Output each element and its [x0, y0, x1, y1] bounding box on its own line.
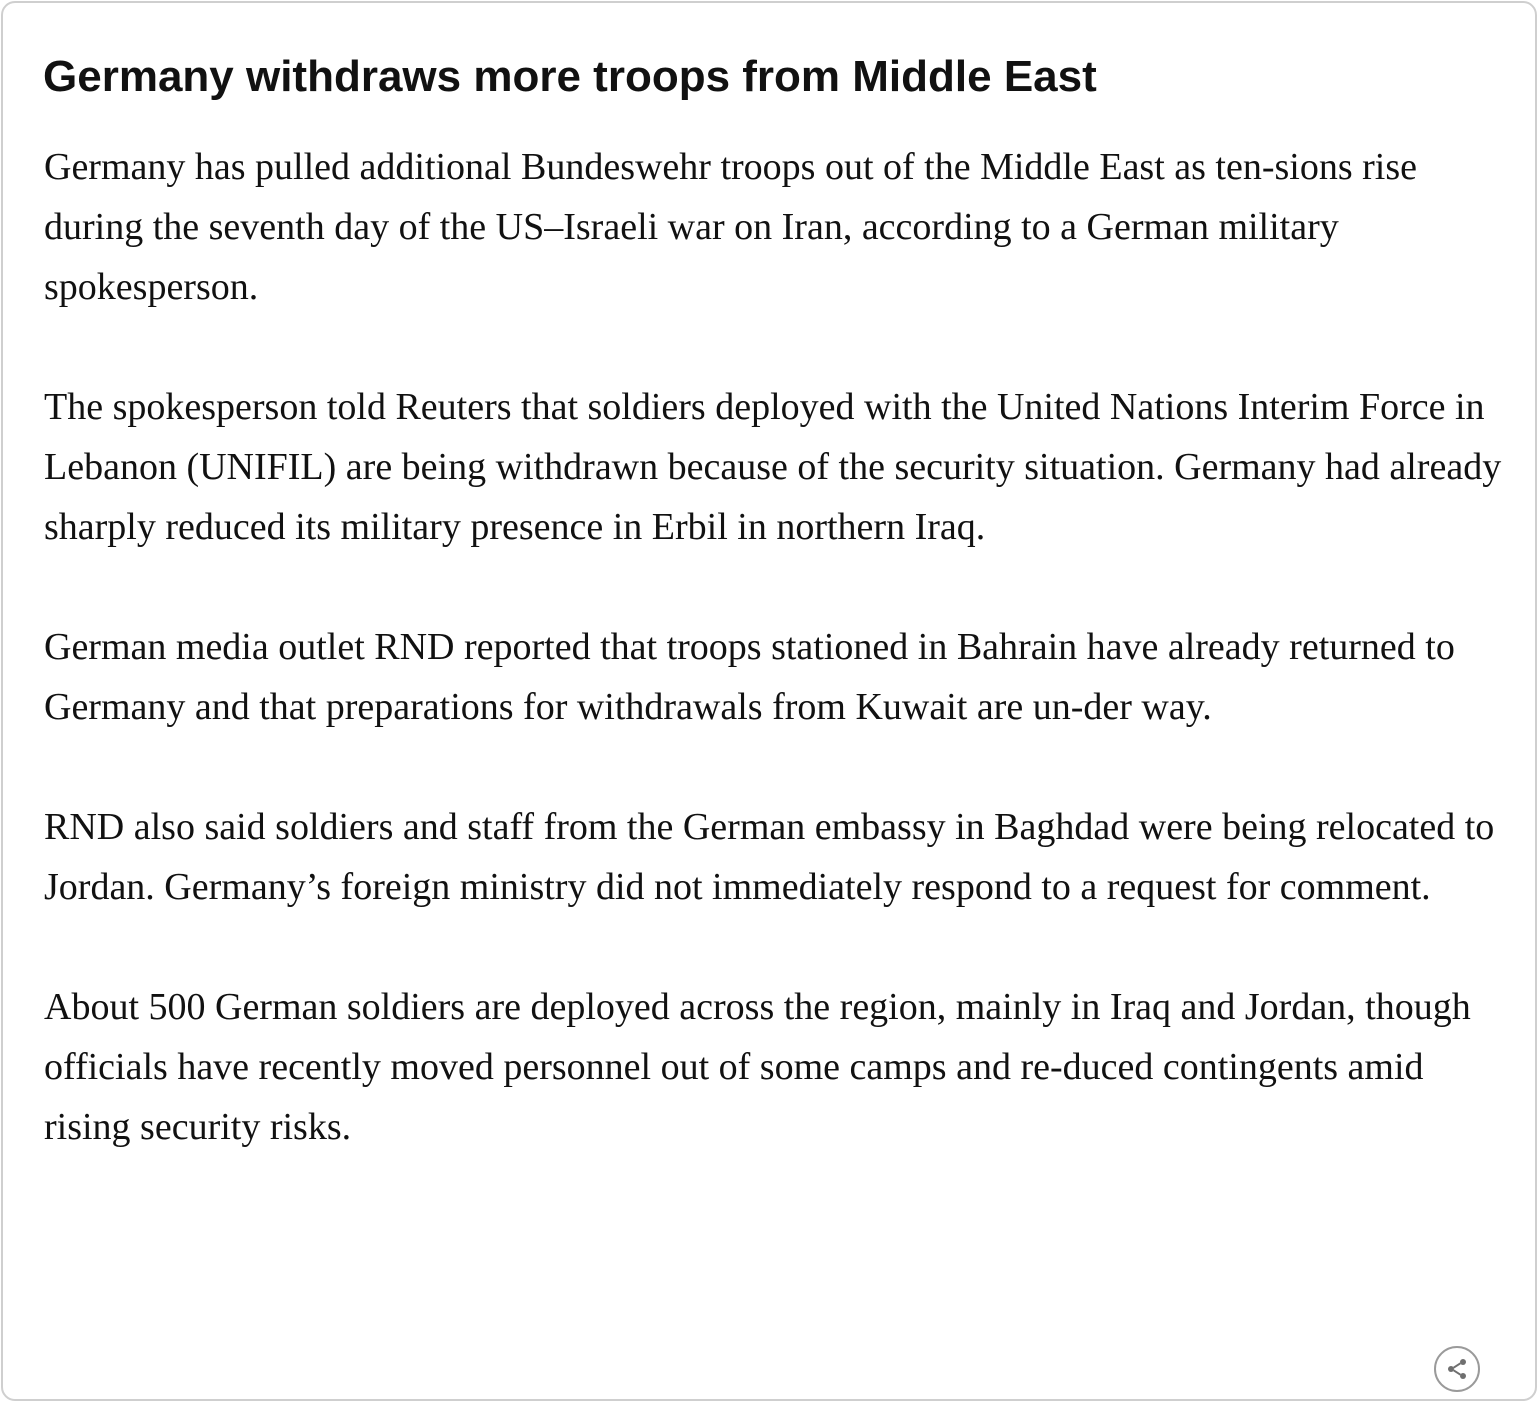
- article-paragraph: Germany has pulled additional Bundeswehr troops out of the Middle East as ten-sions rise during the seventh day of the US–Israeli war on Iran, according to a German military spokesperson.: [44, 146, 1418, 308]
- share-button[interactable]: [1434, 1346, 1480, 1392]
- article-paragraph: The spokesperson told Reuters that soldiers deployed with the United Nations Interim Force in Lebanon (UNIFIL) are being withdrawn because of the security situation. Germany had already sharply reduced its military presence in Erbil in northern Iraq.: [44, 386, 1502, 548]
- article-title: Germany withdraws more troops from Middle East: [43, 52, 1097, 101]
- article-body: [44, 137, 1504, 1157]
- share-icon: [1445, 1357, 1469, 1381]
- article-card: [1, 1, 1537, 1401]
- article-paragraph: RND also said soldiers and staff from the German embassy in Baghdad were being relocated to Jordan. Germany’s foreign ministry did not immediately respond to a request for comment.: [44, 806, 1495, 908]
- article-paragraph: German media outlet RND reported that troops stationed in Bahrain have already returned to Germany and that preparations for withdrawals from Kuwait are un-der way.: [44, 626, 1455, 728]
- article-paragraph: About 500 German soldiers are deployed across the region, mainly in Iraq and Jordan, though officials have recently moved personnel out of some camps and re-duced contingents amid rising security risks.: [44, 986, 1471, 1148]
